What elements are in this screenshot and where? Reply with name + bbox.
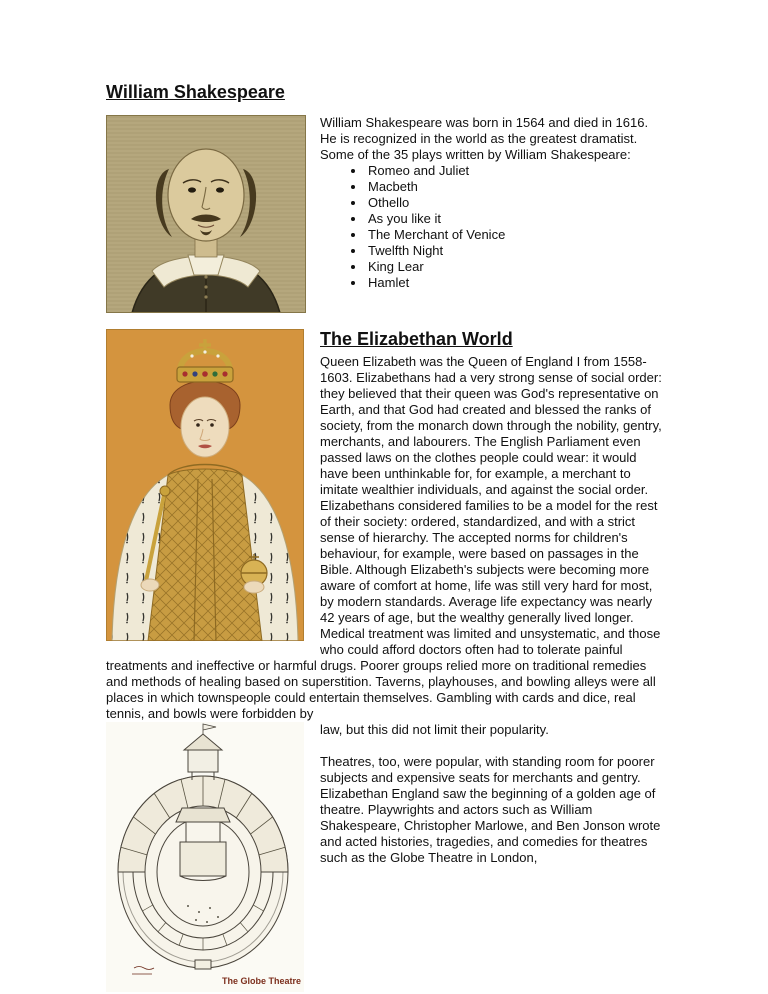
theatre-paragraph: Theatres, too, were popular, with standing room for poorer subjects and expensive seats for merchants and gentry. Elizabethan England saw the beginning of a golden age of theatre. Playwrights and actors such as William Shakespeare, Christopher Marlowe, and Ben Jonson wrote and acted histories, tragedies, and comedies for theatres such as the Globe Theatre in London, bbox=[320, 754, 661, 865]
elizabethan-paragraph-continued: law, but this did not limit their popularity. bbox=[320, 722, 549, 737]
section-theatre bbox=[106, 722, 662, 992]
elizabethan-paragraph: Queen Elizabeth was the Queen of England I from 1558-1603. Elizabethans had a very strong sense of social order: they believed that their queen was God's representative on Earth, and that God had created and blessed the ranks of society, from the monarch down through the nobility, gentry, merchants, and labourers. The English Parliament even passed laws on the clothes people could wear: it would have been unthinkable for, for example, a merchant to imitate wealthier individuals, and against the social order. Elizabethans considered families to be a model for the rest of their society: ordered, standardized, and with a strict sense of hierarchy. The accepted norms for children's behaviour, for example, were based on passages in the Bible. Although Elizabeth's subjects were becoming more aware of comfort at home, life was still very hard for most, by modern standards. Average life expectancy was nearly 42 years of age, but the wealthy generally lived longer. Medical treatment was limited and unsystematic, and those who could afford doctors often had to tolerate painful treatments and ineffective or harmful drugs. Poorer groups relied more on traditional remedies and methods of healing based on superstition. Taverns, playhouses, and bowling alleys were all places in which townspeople could entertain themselves. Gambling with cards and dice, real tennis, and bowls were forbidden by bbox=[106, 354, 662, 721]
section-elizabethan bbox=[106, 329, 662, 722]
shakespeare-text-column bbox=[320, 115, 662, 291]
play-list-item: • Othello bbox=[366, 195, 662, 211]
play-list-item: • Macbeth bbox=[366, 179, 662, 195]
plays-list bbox=[320, 163, 662, 291]
section-shakespeare bbox=[106, 82, 662, 313]
play-list-item: • King Lear bbox=[366, 259, 662, 275]
play-list-item: • As you like it bbox=[366, 211, 662, 227]
globe-theatre-image bbox=[106, 722, 304, 992]
shakespeare-intro-text: William Shakespeare was born in 1564 and died in 1616. He is recognized in the world as the greatest dramatist. Some of the 35 plays written by William Shakespeare: bbox=[320, 115, 649, 162]
section-title-elizabethan: The Elizabethan World bbox=[320, 329, 513, 349]
shakespeare-portrait-image bbox=[106, 115, 306, 313]
section-title-shakespeare: William Shakespeare bbox=[106, 82, 285, 102]
globe-theatre-caption: The Globe Theatre bbox=[222, 976, 302, 986]
play-list-item: • Romeo and Juliet bbox=[366, 163, 662, 179]
play-list-item: • Twelfth Night bbox=[366, 243, 662, 259]
queen-elizabeth-portrait-image bbox=[106, 329, 304, 641]
play-list-item: • Hamlet bbox=[366, 275, 662, 291]
play-list-item: • The Merchant of Venice bbox=[366, 227, 662, 243]
